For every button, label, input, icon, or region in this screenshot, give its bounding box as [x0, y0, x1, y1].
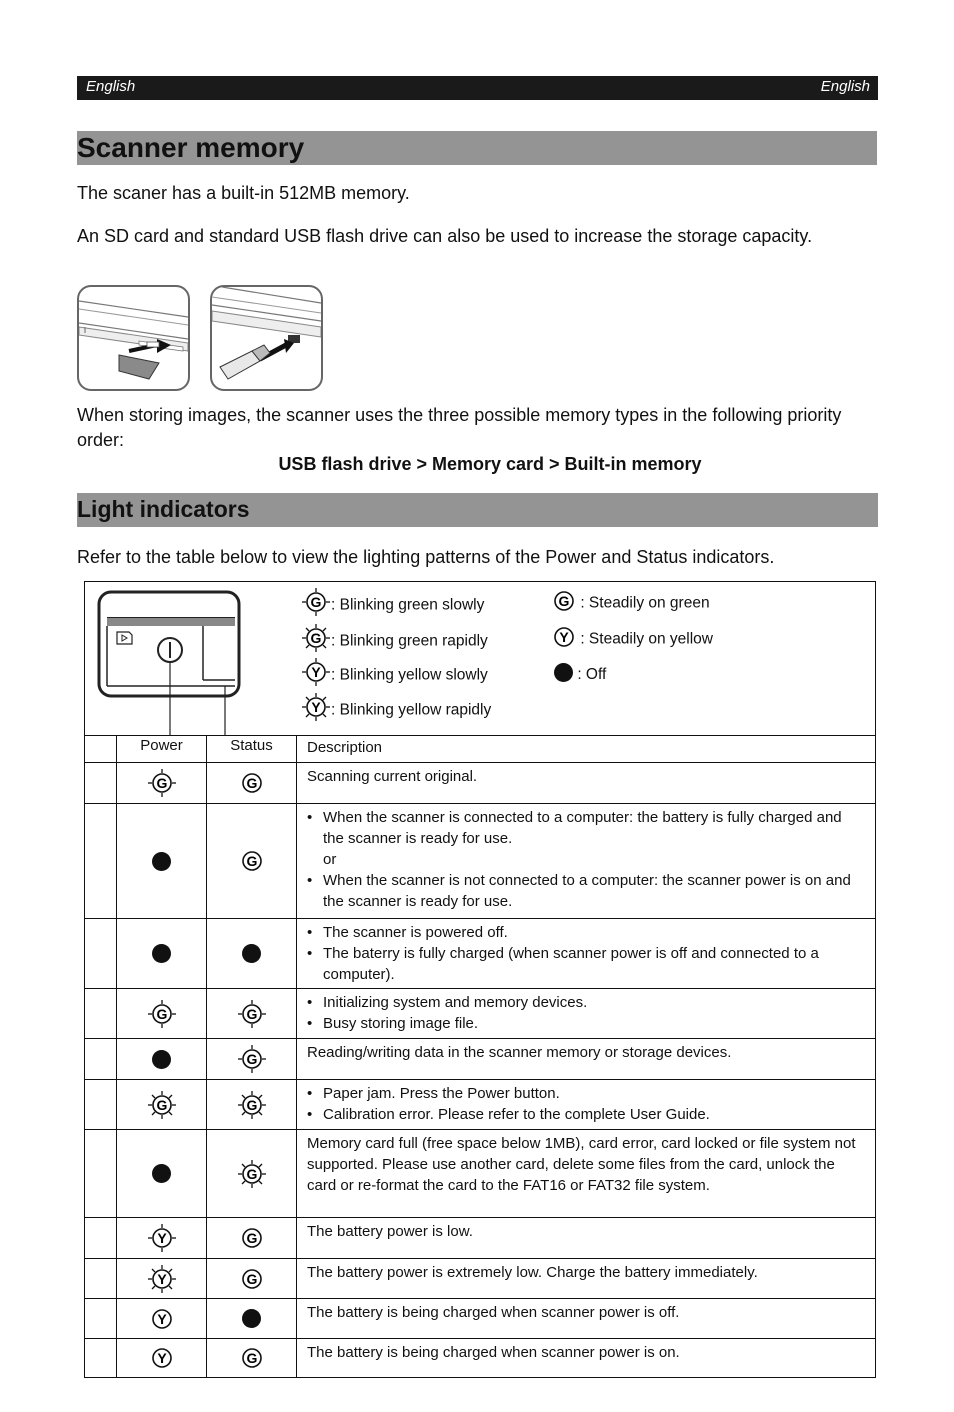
column-header-power: Power: [117, 736, 207, 763]
row-description: [297, 804, 876, 919]
legend-g-steady: [552, 594, 710, 613]
row-description: [297, 989, 876, 1039]
table-row: [85, 1299, 876, 1339]
row-description: The battery is being charged when scanner power is on.: [297, 1339, 876, 1378]
table-row: [85, 1130, 876, 1218]
header-language-right: English: [820, 78, 870, 95]
svg-text:G: G: [246, 1270, 257, 1287]
sd-card-illustration: [77, 285, 190, 391]
svg-text:G: G: [246, 775, 257, 791]
description-bullet: • The scanner is powered off.: [307, 922, 865, 943]
legend-label: : Blinking yellow rapidly: [331, 701, 492, 719]
status-off-icon: [242, 944, 261, 961]
yellow-blink-slow-icon: [301, 657, 331, 687]
memory-paragraph-2: An SD card and standard USB flash drive can also be used to increase the storage capacity.: [77, 226, 813, 246]
power-green-blink-slow-icon: [147, 1004, 177, 1021]
row-description: [297, 1080, 876, 1130]
legend-label: : Steadily on yellow: [580, 630, 713, 648]
table-row: [85, 1339, 876, 1378]
svg-text:G: G: [246, 1350, 257, 1366]
memory-paragraph-1: The scaner has a built-in 512MB memory.: [77, 183, 410, 203]
legend-g-blink-slow: [301, 594, 484, 617]
row-description: [297, 919, 876, 989]
section-title-light-indicators: Light indicators: [77, 493, 878, 527]
table-row: [85, 1039, 876, 1080]
column-header-description: Description: [297, 736, 876, 763]
table-row: [85, 989, 876, 1039]
table-row: [85, 919, 876, 989]
description-bullet: • Initializing system and memory devices.: [307, 992, 865, 1013]
power-yellow-steady-icon: [147, 1309, 177, 1326]
svg-text:G: G: [156, 1005, 167, 1022]
description-bullet: • When the scanner is connected to a computer: the battery is fully charged and the scanner is ready for use.: [307, 807, 865, 849]
memory-priority-order: USB flash drive > Memory card > Built-in memory: [278, 454, 702, 474]
legend-y-blink-slow: [301, 664, 488, 687]
status-green-steady-icon: [237, 1349, 267, 1366]
green-steady-icon: [552, 589, 576, 613]
scanner-indicator-diagram: [85, 582, 285, 736]
header-bar: [77, 76, 878, 100]
svg-text:G: G: [156, 775, 167, 791]
table-row: [85, 763, 876, 804]
status-green-steady-icon: [237, 774, 267, 791]
power-off-icon: [152, 852, 171, 869]
description-bullet: • Calibration error. Please refer to the complete User Guide.: [307, 1104, 865, 1125]
status-green-blink-fast-icon: [237, 1095, 267, 1112]
yellow-steady-icon: [552, 625, 576, 649]
table-row: [85, 1259, 876, 1299]
power-off-icon: [152, 1164, 171, 1181]
svg-text:G: G: [246, 1230, 257, 1246]
description-bullet: • Paper jam. Press the Power button.: [307, 1083, 865, 1104]
description-bullet: • When the scanner is not connected to a computer: the scanner power is on and the scanner is ready for use.: [307, 870, 865, 912]
row-description: The battery is being charged when scanner power is off.: [297, 1299, 876, 1339]
status-green-blink-fast-icon: [237, 1164, 267, 1181]
table-row: [85, 804, 876, 919]
svg-text:Y: Y: [311, 664, 321, 680]
row-description: Scanning current original.: [297, 763, 876, 804]
svg-text:G: G: [156, 1096, 167, 1113]
svg-text:Y: Y: [156, 1310, 167, 1327]
header-language-left: English: [86, 78, 136, 95]
power-yellow-blink-slow-icon: [147, 1229, 177, 1246]
table-row: [85, 1080, 876, 1130]
svg-text:G: G: [246, 1096, 257, 1113]
svg-text:Y: Y: [156, 1230, 167, 1246]
svg-text:G: G: [310, 594, 322, 610]
svg-text:G: G: [246, 1051, 257, 1067]
off-indicator-icon: [554, 663, 573, 682]
svg-text:Y: Y: [559, 629, 569, 645]
status-green-steady-icon: [237, 1269, 267, 1286]
svg-text:G: G: [246, 1005, 257, 1022]
status-off-icon: [242, 1309, 261, 1326]
column-header-status: Status: [207, 736, 297, 763]
status-green-blink-slow-icon: [237, 1004, 267, 1021]
legend-y-steady: [552, 630, 713, 649]
power-off-icon: [152, 944, 171, 961]
table-header-row: [85, 736, 876, 763]
power-green-blink-slow-icon: [147, 774, 177, 791]
table-row: [85, 1218, 876, 1259]
legend-off: [554, 666, 606, 684]
svg-text:Y: Y: [156, 1270, 167, 1287]
status-green-steady-icon: [237, 1229, 267, 1246]
power-yellow-blink-fast-icon: [147, 1269, 177, 1286]
legend-label: : Blinking green slowly: [331, 596, 485, 614]
row-description: The battery power is extremely low. Charge the battery immediately.: [297, 1259, 876, 1299]
power-green-blink-fast-icon: [147, 1095, 177, 1112]
legend-label: : Off: [577, 666, 607, 683]
legend-label: : Blinking yellow slowly: [331, 666, 488, 684]
svg-text:Y: Y: [311, 699, 321, 715]
light-indicators-intro: Refer to the table below to view the lighting patterns of the Power and Status indicators.: [77, 547, 775, 567]
power-yellow-steady-icon: [147, 1349, 177, 1366]
indicator-legend: [84, 581, 876, 736]
section-title-scanner-memory: Scanner memory: [77, 131, 877, 165]
memory-priority-intro: When storing images, the scanner uses the three possible memory types in the following priority order:: [77, 405, 842, 450]
row-description: Reading/writing data in the scanner memory or storage devices.: [297, 1039, 876, 1080]
legend-g-blink-fast: [301, 630, 488, 653]
svg-text:G: G: [246, 1165, 257, 1182]
green-blink-fast-icon: [301, 623, 331, 653]
green-blink-slow-icon: [301, 587, 331, 617]
yellow-blink-fast-icon: [301, 692, 331, 722]
svg-text:G: G: [310, 630, 322, 646]
svg-text:G: G: [558, 593, 570, 609]
usb-drive-illustration: [210, 285, 323, 391]
row-description: Memory card full (free space below 1MB), card error, card locked or file system not supported. Please use another card, delete some files from the card, unlock the card or re-format the card to the FAT16 or FAT32 file system.: [297, 1130, 876, 1218]
description-or: or: [323, 851, 337, 868]
svg-text:G: G: [246, 853, 257, 869]
legend-y-blink-fast: [301, 699, 491, 722]
svg-text:Y: Y: [156, 1350, 167, 1366]
row-description: The battery power is low.: [297, 1218, 876, 1259]
status-green-steady-icon: [237, 852, 267, 869]
legend-label: : Steadily on green: [580, 594, 710, 612]
description-bullet: • Busy storing image file.: [307, 1013, 865, 1034]
power-off-icon: [152, 1050, 171, 1067]
indicator-table: [84, 735, 876, 1378]
status-green-blink-slow-icon: [237, 1050, 267, 1067]
description-bullet: • The baterry is fully charged (when scanner power is off and connected to a computer).: [307, 943, 865, 985]
legend-label: : Blinking green rapidly: [331, 632, 488, 650]
